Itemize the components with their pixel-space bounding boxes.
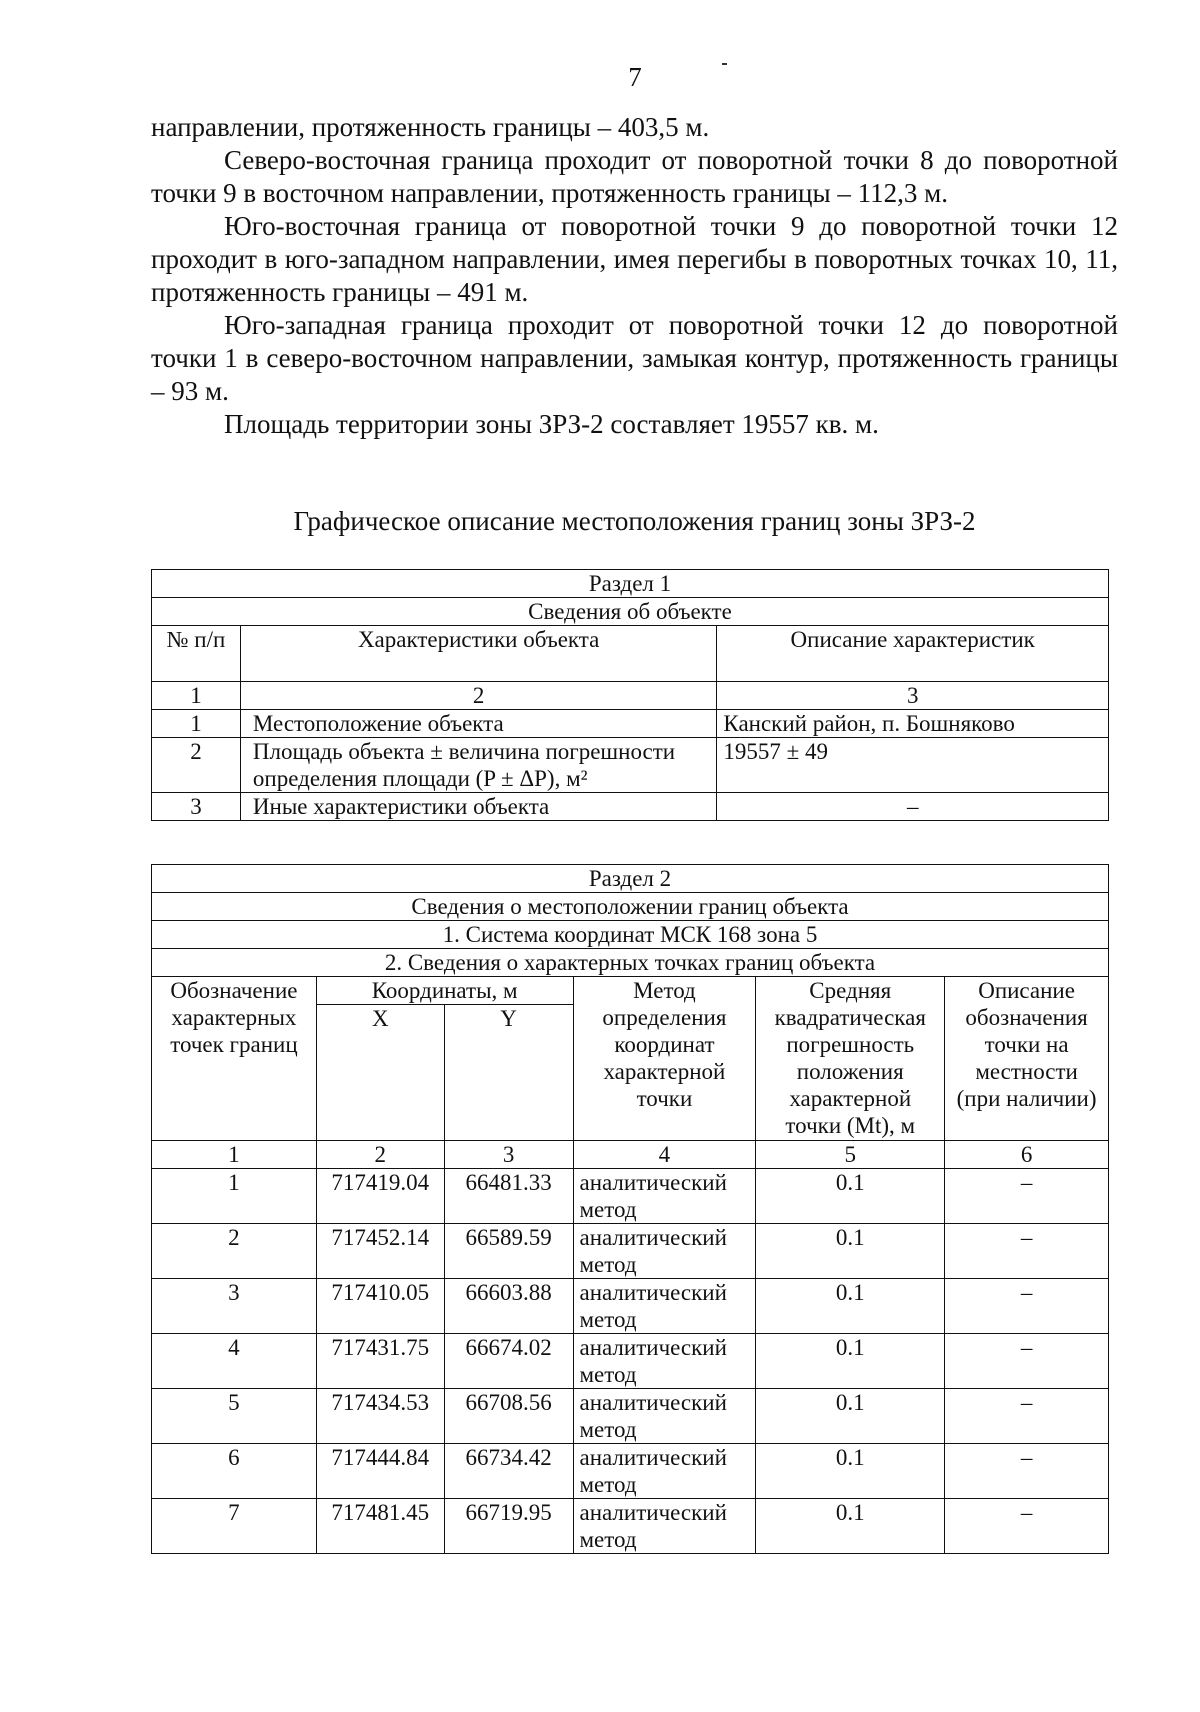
point-id: 1 bbox=[152, 1169, 317, 1224]
point-desc: – bbox=[945, 1444, 1109, 1499]
row-characteristic: Иные характеристики объекта bbox=[240, 793, 717, 821]
row-characteristic: Местоположение объекта bbox=[240, 710, 717, 738]
scan-mark bbox=[722, 63, 727, 65]
point-error: 0.1 bbox=[756, 1389, 945, 1444]
table-row bbox=[152, 1169, 1109, 1224]
point-x: 717434.53 bbox=[316, 1389, 444, 1444]
point-y: 66674.02 bbox=[444, 1334, 573, 1389]
row-characteristic: Площадь объекта ± величина погрешности определения площади (P ± ΔP), м² bbox=[240, 738, 717, 793]
boundary-points-table bbox=[151, 864, 1109, 1554]
col-number: 4 bbox=[573, 1141, 756, 1169]
header-y: Y bbox=[444, 1005, 573, 1141]
point-y: 66719.95 bbox=[444, 1499, 573, 1554]
col-number: 1 bbox=[152, 1141, 317, 1169]
header-x: X bbox=[316, 1005, 444, 1141]
table-row bbox=[152, 1499, 1109, 1554]
table-row bbox=[152, 1444, 1109, 1499]
point-desc: – bbox=[945, 1499, 1109, 1554]
header-point: Обозначение характерных точек границ bbox=[152, 977, 317, 1141]
paragraph-4: Юго-западная граница проходит от поворотной точки 12 до поворотной точки 1 в северо-восточном направлении, замыкая контур, протяженность границы – 93 м. bbox=[151, 310, 1118, 406]
header-characteristic: Характеристики объекта bbox=[240, 626, 717, 682]
point-error: 0.1 bbox=[756, 1224, 945, 1279]
col-number: 5 bbox=[756, 1141, 945, 1169]
point-method: аналитический метод bbox=[573, 1169, 756, 1224]
points-title: 2. Сведения о характерных точках границ объекта bbox=[152, 949, 1109, 977]
header-desc: Описание обозначения точки на местности (при наличии) bbox=[945, 977, 1109, 1141]
section-heading: Графическое описание местоположения границ зоны ЗРЗ-2 bbox=[293, 506, 976, 536]
paragraph-2: Северо-восточная граница проходит от поворотной точки 8 до поворотной точки 9 в восточном направлении, протяженность границы – 112,3 м. bbox=[151, 145, 1118, 208]
point-id: 2 bbox=[152, 1224, 317, 1279]
row-description: Канский район, п. Бошняково bbox=[717, 710, 1109, 738]
row-num: 1 bbox=[152, 710, 241, 738]
point-y: 66708.56 bbox=[444, 1389, 573, 1444]
col-number: 2 bbox=[240, 682, 717, 710]
row-description: 19557 ± 49 bbox=[717, 738, 1109, 793]
col-number: 1 bbox=[152, 682, 241, 710]
point-id: 6 bbox=[152, 1444, 317, 1499]
column-number-row bbox=[152, 682, 1109, 710]
column-number-row bbox=[152, 1141, 1109, 1169]
row-description: – bbox=[717, 793, 1109, 821]
col-number: 3 bbox=[444, 1141, 573, 1169]
table-row bbox=[152, 793, 1109, 821]
point-y: 66589.59 bbox=[444, 1224, 573, 1279]
point-desc: – bbox=[945, 1334, 1109, 1389]
point-method: аналитический метод bbox=[573, 1334, 756, 1389]
table-row bbox=[152, 570, 1109, 598]
col-number: 3 bbox=[717, 682, 1109, 710]
point-id: 5 bbox=[152, 1389, 317, 1444]
section1-subtitle: Сведения об объекте bbox=[152, 598, 1109, 626]
header-error: Средняя квадратическая погрешность положения характерной точки (Mt), м bbox=[756, 977, 945, 1141]
table-header-row bbox=[152, 626, 1109, 682]
point-error: 0.1 bbox=[756, 1169, 945, 1224]
table-row bbox=[152, 1279, 1109, 1334]
point-id: 7 bbox=[152, 1499, 317, 1554]
point-method: аналитический метод bbox=[573, 1389, 756, 1444]
point-desc: – bbox=[945, 1169, 1109, 1224]
point-x: 717419.04 bbox=[316, 1169, 444, 1224]
paragraph-1: направлении, протяженность границы – 403,5 м. bbox=[151, 112, 710, 142]
point-id: 3 bbox=[152, 1279, 317, 1334]
table-header-row bbox=[152, 977, 1109, 1005]
point-id: 4 bbox=[152, 1334, 317, 1389]
coord-system: 1. Система координат МСК 168 зона 5 bbox=[152, 921, 1109, 949]
header-coords: Координаты, м bbox=[316, 977, 573, 1005]
point-y: 66603.88 bbox=[444, 1279, 573, 1334]
page-number: 7 bbox=[628, 62, 642, 92]
header-method: Метод определения координат характерной точки bbox=[573, 977, 756, 1141]
object-info-table bbox=[151, 569, 1109, 821]
table-row bbox=[152, 710, 1109, 738]
table-row bbox=[152, 1224, 1109, 1279]
section2-title: Раздел 2 bbox=[152, 865, 1109, 893]
body-text bbox=[151, 111, 1118, 441]
point-error: 0.1 bbox=[756, 1279, 945, 1334]
table-row bbox=[152, 949, 1109, 977]
table-row bbox=[152, 598, 1109, 626]
point-x: 717444.84 bbox=[316, 1444, 444, 1499]
point-x: 717481.45 bbox=[316, 1499, 444, 1554]
table-row bbox=[152, 1389, 1109, 1444]
table-row bbox=[152, 921, 1109, 949]
point-x: 717431.75 bbox=[316, 1334, 444, 1389]
paragraph-3: Юго-восточная граница от поворотной точки 9 до поворотной точки 12 проходит в юго-западном направлении, имея перегибы в поворотных точках 10, 11, протяженность границы – 491 м. bbox=[151, 211, 1118, 307]
point-desc: – bbox=[945, 1279, 1109, 1334]
table-row bbox=[152, 893, 1109, 921]
point-desc: – bbox=[945, 1389, 1109, 1444]
point-error: 0.1 bbox=[756, 1499, 945, 1554]
section2-subtitle: Сведения о местоположении границ объекта bbox=[152, 893, 1109, 921]
point-y: 66734.42 bbox=[444, 1444, 573, 1499]
table-row bbox=[152, 865, 1109, 893]
section1-title: Раздел 1 bbox=[152, 570, 1109, 598]
point-method: аналитический метод bbox=[573, 1224, 756, 1279]
row-num: 3 bbox=[152, 793, 241, 821]
col-number: 6 bbox=[945, 1141, 1109, 1169]
point-method: аналитический метод bbox=[573, 1279, 756, 1334]
table-row bbox=[152, 1334, 1109, 1389]
row-num: 2 bbox=[152, 738, 241, 793]
col-number: 2 bbox=[316, 1141, 444, 1169]
paragraph-5: Площадь территории зоны ЗРЗ-2 составляет 19557 кв. м. bbox=[224, 409, 879, 439]
header-num: № п/п bbox=[152, 626, 241, 682]
point-error: 0.1 bbox=[756, 1334, 945, 1389]
point-method: аналитический метод bbox=[573, 1499, 756, 1554]
point-x: 717410.05 bbox=[316, 1279, 444, 1334]
point-x: 717452.14 bbox=[316, 1224, 444, 1279]
point-error: 0.1 bbox=[756, 1444, 945, 1499]
header-description: Описание характеристик bbox=[717, 626, 1109, 682]
table-row bbox=[152, 738, 1109, 793]
point-method: аналитический метод bbox=[573, 1444, 756, 1499]
point-desc: – bbox=[945, 1224, 1109, 1279]
point-y: 66481.33 bbox=[444, 1169, 573, 1224]
